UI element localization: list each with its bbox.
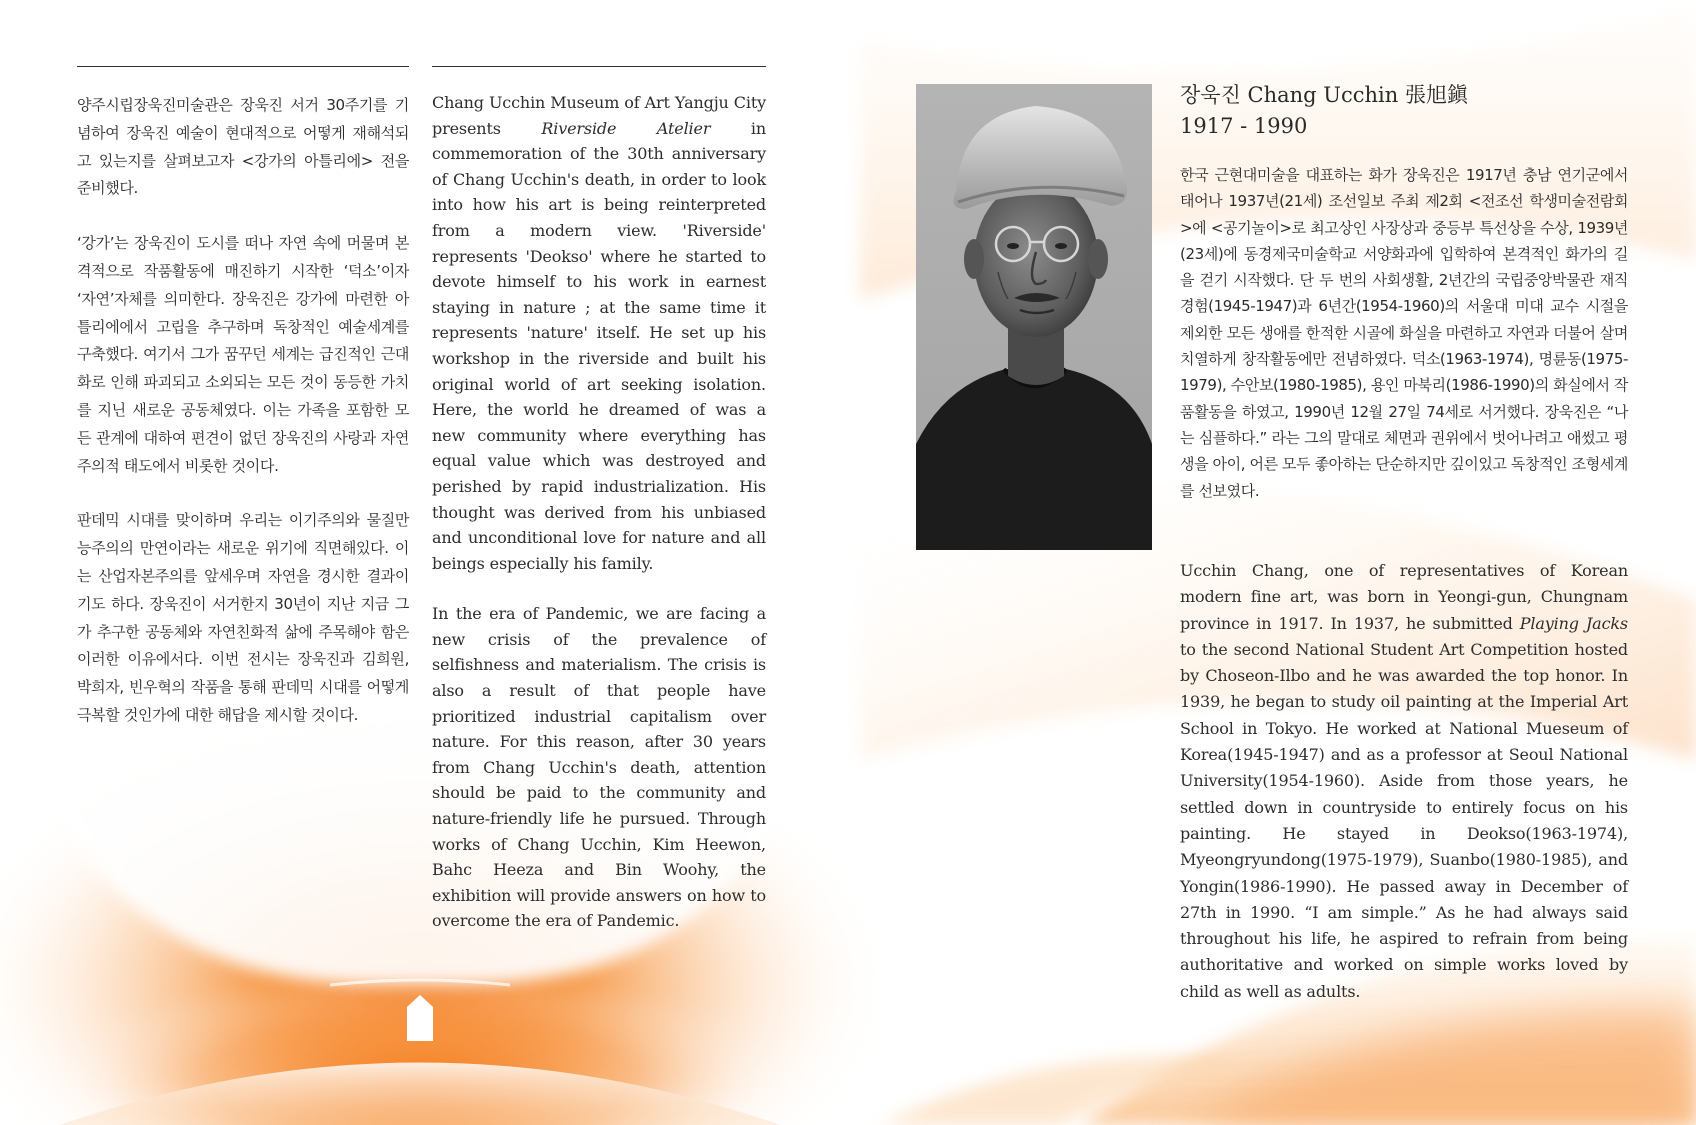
korean-paragraph-1: 양주시립장욱진미술관은 장욱진 서거 30주기를 기념하여 장욱진 예술이 현대적으로 어떻게 재해석되고 있는지를 살펴보고자 <강가의 아틀리에> 전을 준비했다. (77, 96, 409, 198)
english-paragraph-1 (432, 90, 766, 576)
top-rule-korean (77, 66, 409, 67)
korean-intro-column (77, 92, 409, 730)
english-p1-lead: Chang Ucchin Museum of Art Yangju City presents (432, 93, 766, 138)
english-paragraph-2: In the era of Pandemic, we are facing a new crisis of the prevalence of selfishness and materialism. The crisis is also a result of that people have prioritized industrial capitalism over nature. For this reason, after 30 years from Chang Ucchin's death, attention should be paid to the community and nature-friendly life he pursued. Through works of Chang Ucchin, Kim Heewon, Bahc Heeza and Bin Woohy, the exhibition will provide answers on how to overcome the era of Pandemic. (432, 604, 766, 931)
artist-name: 장욱진 Chang Ucchin 張旭鎭 (1180, 83, 1468, 107)
artist-bio-korean (1180, 162, 1628, 504)
bio-en-rest: to the second National Student Art Competition hosted by Choseon-Ilbo and he was awarded the top honor. In 1939, he began to study oil painting at the Imperial Art School in Tokyo. He worked at National Mueseum of Korea(1945-1947) and as a professor at Seoul National University(1954-1960). Aside from those years, he settled down in countryside to entirely focus on his painting. He stayed in Deokso(1963-1974), Myeongryundong(1975-1979), Suanbo(1980-1985), and Yongin(1986-1990). He passed away in December of 27th in 1990. “I am simple.” As he had always said throughout his life, he aspired to refrain from being authoritative and worked on simple works loved by child as well as adults. (1180, 639, 1628, 1001)
korean-paragraph-2: ‘강가’는 장욱진이 도시를 떠나 자연 속에 머물며 본격적으로 작품활동에 매진하기 시작한 ‘덕소’이자 ‘자연’자체를 의미한다. 장욱진은 강가에 마련한 아틀리에에서 고립을 추구하며 독창적인 예술세계를 구축했다. 여기서 그가 꿈꾸던 세계는 급진적인 근대화로 인해 파괴되고 소외되는 모든 것이 동등한 가치를 지닌 새로운 공동체였다. 이는 가족을 포함한 모든 관계에 대하여 편견이 없던 장욱진의 사랑과 자연주의적 태도에서 비롯한 것이다. (77, 234, 409, 475)
artist-portrait-photo (916, 84, 1152, 550)
artist-bio-english (1180, 558, 1628, 1005)
english-intro-column (432, 90, 766, 934)
exhibition-title: Riverside Atelier (541, 118, 711, 138)
house-icon (405, 993, 435, 1041)
english-p1-rest: in commemoration of the 30th anniversary of Chang Ucchin's death, in order to look into how his art is being reinterpreted from a modern view. 'Riverside' represents 'Deokso' where he started to devote himself to his work in earnest staying in nature ; at the same time it represents 'nature' itself. He set up his workshop in the riverside and built his original world of art seeking isolation. Here, the world he dreamed of was a new community where everything has equal value which was destroyed and perished by rapid industrialization. His thought was derived from his unbiased and unconditional love for nature and all beings especially his family. (432, 118, 766, 573)
bio-korean-paragraph: 한국 근현대미술을 대표하는 화가 장욱진은 1917년 충남 연기군에서 태어나 1937년(21세) 조선일보 주최 제2회 <전조선 학생미술전람회>에 <공기놀이>로 최고상인 사장상과 중등부 특선상을 수상, 1939년(23세)에 동경제국미술학교 서양화과에 입학하여 본격적인 화가의 길을 걷기 시작했다. 단 두 번의 사회생활, 2년간의 국립중앙박물관 재직 경험(1945-1947)과 6년간(1954-1960)의 서울대 미대 교수 시절을 제외한 모든 생애를 한적한 시골에 화실을 마련하고 자연과 더불어 살며 치열하게 창작활동에만 전념하였다. 덕소(1963-1974), 명륜동(1975-1979), 수안보(1980-1985), 용인 마북리(1986-1990)의 화실에서 작품활동을 하였고, 1990년 12월 27일 74세로 서거했다. 장욱진은 “나는 심플하다.” 라는 그의 말대로 체면과 권위에서 벗어나려고 애썼고 평생을 아이, 어른 모두 좋아하는 단순하지만 깊이있고 독창적인 조형세계를 선보였다. (1180, 166, 1628, 500)
artist-years: 1917 - 1990 (1180, 114, 1308, 138)
artwork-title: Playing Jacks (1519, 613, 1628, 633)
bio-en-lead: Ucchin Chang, one of representatives of Korean modern fine art, was born in Yeongi-gun, Chungnam province in 1917. In 1937, he submitted (1180, 561, 1628, 633)
artist-heading (1180, 80, 1640, 142)
bio-english-paragraph (1180, 558, 1628, 1005)
top-rule-english (432, 66, 766, 67)
korean-paragraph-3: 판데믹 시대를 맞이하며 우리는 이기주의와 물질만능주의의 만연이라는 새로운 위기에 직면해있다. 이는 산업자본주의를 앞세우며 자연을 경시한 결과이기도 하다. 장욱진이 서거한지 30년이 지난 지금 그가 추구한 공동체와 자연친화적 삶에 주목해야 함은 이러한 이유에서다. 이번 전시는 장욱진과 김희원, 박희자, 빈우혁의 작품을 통해 판데믹 시대를 어떻게 극복할 것인가에 대한 해답을 제시할 것이다. (77, 511, 409, 724)
